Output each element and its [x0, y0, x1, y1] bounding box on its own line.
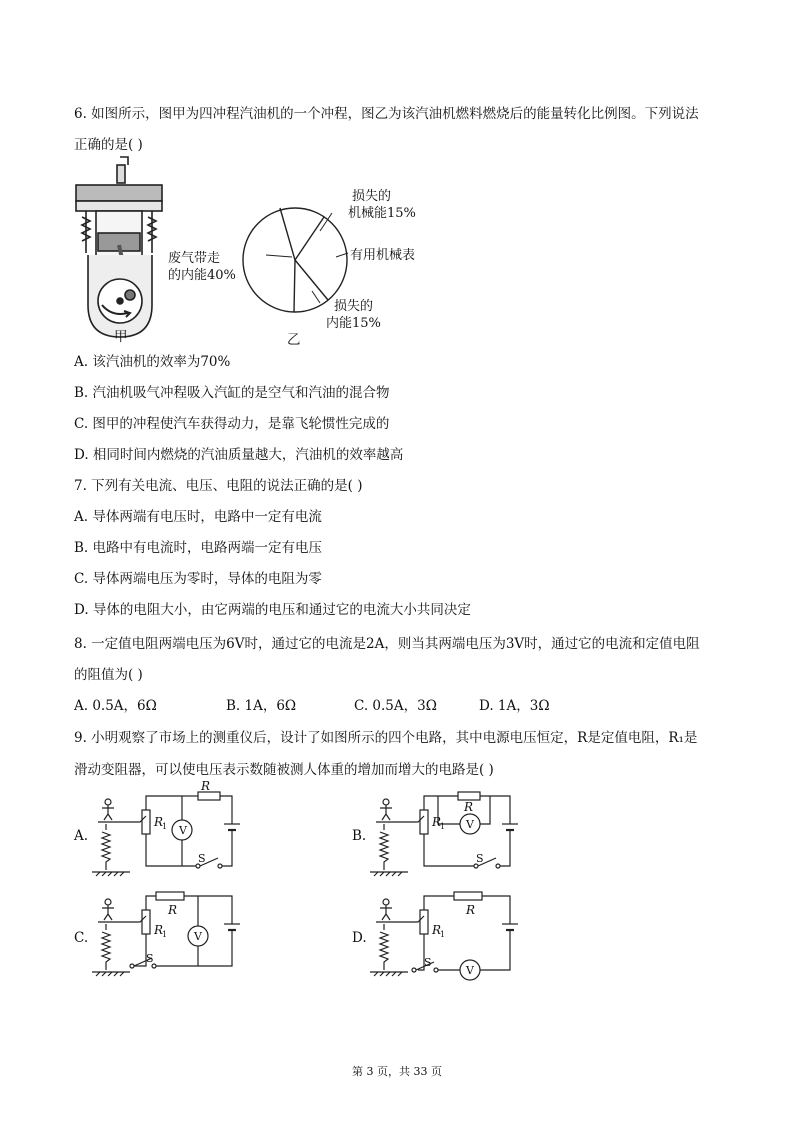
- pie-label-exhaust-2: 的内能40%: [168, 268, 236, 283]
- pie-label-useful: 有用机械表: [350, 248, 416, 263]
- svg-text:V: V: [466, 964, 474, 977]
- pie-label-lost-internal-2: 内能15%: [326, 316, 381, 331]
- svg-text:R: R: [154, 923, 164, 937]
- page-footer: 第 3 页，共 33 页: [352, 1065, 442, 1078]
- pie-label-lost-mech-2: 机械能15%: [348, 206, 416, 221]
- svg-text:R: R: [432, 923, 442, 937]
- pie-label-lost-internal-1: 损失的: [334, 299, 374, 314]
- svg-text:S: S: [476, 852, 484, 865]
- q9-stem-line1: 9. 小明观察了市场上的测重仪后，设计了如图所示的四个电路，其中电源电压恒定，R是定值电阻，R₁是: [74, 730, 698, 746]
- svg-text:V: V: [194, 930, 202, 943]
- q7-option-b: B. 电路中有电流时，电路两端一定有电压: [74, 540, 323, 556]
- svg-text:S: S: [198, 852, 206, 865]
- engine-diagram: [72, 155, 168, 345]
- svg-text:S: S: [424, 956, 432, 969]
- circuit-a: [90, 779, 250, 880]
- circuit-b: [368, 790, 528, 880]
- q6-stem-line2: 正确的是( ): [74, 137, 143, 153]
- q7-option-d: D. 导体的电阻大小，由它两端的电压和通过它的电流大小共同决定: [74, 602, 471, 618]
- svg-text:R: R: [154, 815, 164, 829]
- pie-label-lost-mech: [348, 188, 416, 222]
- svg-text:R: R: [432, 815, 442, 829]
- circuit-d: [368, 890, 528, 980]
- svg-text:1: 1: [440, 930, 446, 939]
- q6-option-d: D. 相同时间内燃烧的汽油质量越大，汽油机的效率越高: [74, 447, 404, 463]
- circuit-b-label: B.: [352, 828, 367, 844]
- q8-options: [74, 696, 734, 716]
- pie-label-lost-mech-1: 损失的: [352, 189, 392, 204]
- q8-option-c: C. 0.5A，3Ω: [354, 698, 437, 714]
- q8-option-d: D. 1A，3Ω: [479, 698, 550, 714]
- q6-option-a: A. 该汽油机的效率为70%: [74, 354, 231, 370]
- fig-jia-label: 甲: [114, 329, 128, 345]
- pie-label-exhaust: [168, 250, 236, 284]
- q8-option-a: A. 0.5A，6Ω: [74, 698, 157, 714]
- svg-text:R: R: [201, 779, 211, 793]
- svg-text:1: 1: [162, 822, 168, 831]
- svg-text:V: V: [466, 818, 474, 831]
- q7-option-a: A. 导体两端有电压时，电路中一定有电流: [74, 509, 322, 525]
- pie-label-exhaust-1: 废气带走: [168, 251, 221, 266]
- pie-label-lost-internal: [326, 298, 381, 332]
- svg-text:R: R: [464, 800, 474, 814]
- q9-stem-line2: 滑动变阻器，可以使电压表示数随被测人体重的增加而增大的电路是( ): [74, 762, 494, 778]
- fig-yi-label: 乙: [287, 332, 301, 348]
- svg-text:S: S: [146, 952, 154, 965]
- q8-stem-line2: 的阻值为( ): [74, 667, 143, 683]
- q6-option-b: B. 汽油机吸气冲程吸入汽缸的是空气和汽油的混合物: [74, 385, 390, 401]
- q6-option-c: C. 图甲的冲程使汽车获得动力，是靠飞轮惯性完成的: [74, 416, 390, 432]
- svg-text:R: R: [168, 903, 178, 917]
- svg-text:R: R: [466, 903, 476, 917]
- circuit-c: [90, 890, 250, 980]
- circuit-d-label: D.: [352, 930, 367, 946]
- q8-stem-line1: 8. 一定值电阻两端电压为6V时，通过它的电流是2A，则当其两端电压为3V时，通过它的电流和定值电阻: [74, 636, 700, 652]
- q7-stem: 7. 下列有关电流、电压、电阻的说法正确的是( ): [74, 478, 363, 494]
- circuit-a-label: A.: [74, 828, 89, 844]
- q7-option-c: C. 导体两端电压为零时，导体的电阻为零: [74, 571, 322, 587]
- svg-text:1: 1: [162, 930, 168, 939]
- svg-text:1: 1: [440, 822, 446, 831]
- q6-stem-line1: 6. 如图所示，图甲为四冲程汽油机的一个冲程，图乙为该汽油机燃料燃烧后的能量转化比例图。下列说法: [74, 106, 699, 122]
- circuit-c-label: C.: [74, 930, 89, 946]
- svg-text:V: V: [179, 824, 187, 837]
- q8-option-b: B. 1A，6Ω: [226, 698, 297, 714]
